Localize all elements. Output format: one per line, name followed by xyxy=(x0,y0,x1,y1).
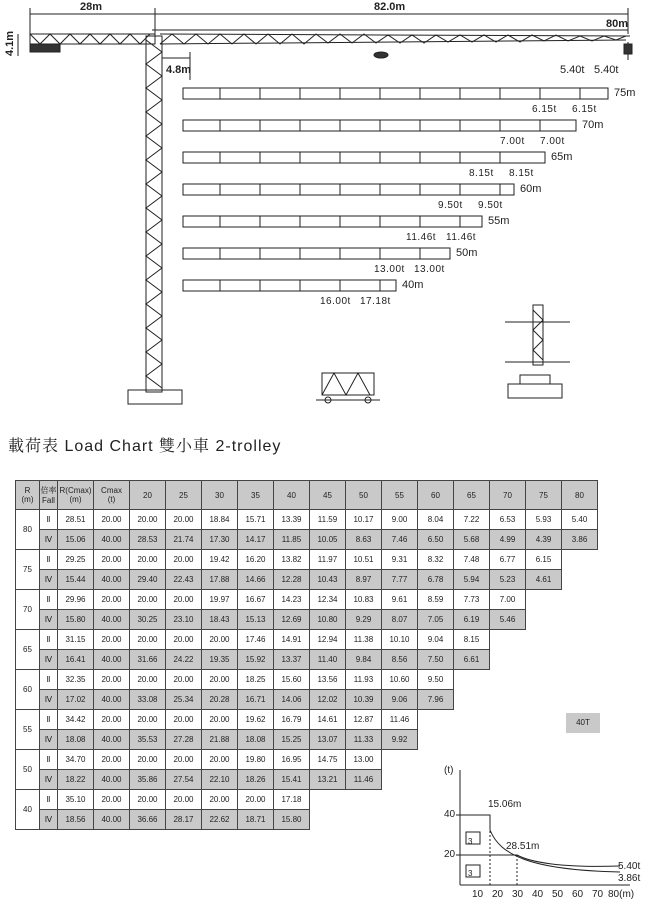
jib-load-a: 7.00t xyxy=(500,136,525,147)
table-row xyxy=(16,690,598,710)
table-cell: 19.42 xyxy=(202,550,238,570)
table-cell: 13.21 xyxy=(310,770,346,790)
table-cell: 14.61 xyxy=(310,710,346,730)
table-cell: 20.00 xyxy=(202,670,238,690)
table-cell: 20.00 xyxy=(94,670,130,690)
table-cell: 17.88 xyxy=(202,570,238,590)
table-row xyxy=(16,650,598,670)
mast-section-detail xyxy=(505,305,570,398)
table-cell: 20.28 xyxy=(202,690,238,710)
table-cell: 31.15 xyxy=(58,630,94,650)
table-header-cell: 35 xyxy=(238,481,274,510)
table-cell: 5.46 xyxy=(490,610,526,630)
table-row xyxy=(16,630,598,650)
table-cell: 17.46 xyxy=(238,630,274,650)
jib-load-b: 17.18t xyxy=(360,296,391,307)
table-cell: 10.10 xyxy=(382,630,418,650)
table-header-cell: 40 xyxy=(274,481,310,510)
table-cell: 10.51 xyxy=(346,550,382,570)
jib-load-b: 8.15t xyxy=(509,168,534,179)
base-frame-detail xyxy=(316,373,380,403)
table-cell: 20.00 xyxy=(130,630,166,650)
table-cell: 5.40 xyxy=(562,510,598,530)
table-cell: 18.08 xyxy=(58,730,94,750)
jib-length-label: 75m xyxy=(614,87,636,99)
table-cell: 8.63 xyxy=(346,530,382,550)
fall-cell: Ⅱ xyxy=(40,750,58,770)
table-cell: 40.00 xyxy=(94,730,130,750)
fall-cell: Ⅱ xyxy=(40,550,58,570)
table-cell: 40.00 xyxy=(94,810,130,830)
table-cell: 8.04 xyxy=(418,510,454,530)
table-cell: 10.80 xyxy=(310,610,346,630)
jib-load-b: 9.50t xyxy=(478,200,503,211)
annotation-end-iv: 3.86t xyxy=(618,873,641,884)
table-cell: 18.26 xyxy=(238,770,274,790)
table-row xyxy=(16,550,598,570)
table-header-cell: 60 xyxy=(418,481,454,510)
jib-load-a: 9.50t xyxy=(438,200,463,211)
table-cell: 18.22 xyxy=(58,770,94,790)
fall-cell: Ⅳ xyxy=(40,530,58,550)
table-cell: 20.00 xyxy=(94,590,130,610)
jib-length-label: 70m xyxy=(582,119,604,131)
table-cell: 15.80 xyxy=(58,610,94,630)
table-cell: 4.61 xyxy=(526,570,562,590)
table-cell: 4.39 xyxy=(526,530,562,550)
table-cell: 7.05 xyxy=(418,610,454,630)
fall-cell: Ⅳ xyxy=(40,810,58,830)
table-cell: 19.97 xyxy=(202,590,238,610)
table-header-cell: 50 xyxy=(346,481,382,510)
table-header-cell: 25 xyxy=(166,481,202,510)
counter-jib-dimension: 28m xyxy=(80,1,103,13)
table-cell: 28.53 xyxy=(130,530,166,550)
table-cell: 20.00 xyxy=(130,750,166,770)
table-cell: 5.23 xyxy=(490,570,526,590)
graph-y-unit: (t) xyxy=(444,765,454,776)
table-cell: 15.06 xyxy=(58,530,94,550)
table-cell: 4.99 xyxy=(490,530,526,550)
table-cell: 22.62 xyxy=(202,810,238,830)
table-cell: 11.97 xyxy=(310,550,346,570)
table-cell: 11.46 xyxy=(346,770,382,790)
radius-cell: 75 xyxy=(16,550,40,590)
table-cell: 20.00 xyxy=(130,510,166,530)
table-cell: 6.19 xyxy=(454,610,490,630)
table-cell: 12.69 xyxy=(274,610,310,630)
table-row xyxy=(16,710,598,730)
table-cell: 40.00 xyxy=(94,610,130,630)
graph-x-tick: 20 xyxy=(492,889,504,900)
table-cell: 29.40 xyxy=(130,570,166,590)
table-cell: 22.43 xyxy=(166,570,202,590)
table-cell: 27.54 xyxy=(166,770,202,790)
table-cell: 7.50 xyxy=(418,650,454,670)
graph-x-tick: 30 xyxy=(512,889,524,900)
offset-dimension: 4.8m xyxy=(166,64,192,76)
tip-load-b: 5.40t xyxy=(594,64,619,76)
table-row xyxy=(16,610,598,630)
table-cell: 10.60 xyxy=(382,670,418,690)
table-cell: 19.62 xyxy=(238,710,274,730)
graph-y-tick-20: 20 xyxy=(444,849,456,860)
jib-length-label: 65m xyxy=(551,151,573,163)
table-cell: 18.84 xyxy=(202,510,238,530)
table-cell: 9.06 xyxy=(382,690,418,710)
radius-cell: 50 xyxy=(16,750,40,790)
load-chart-title: 載荷表 Load Chart 雙小車 2-trolley xyxy=(8,438,282,455)
table-cell: 20.00 xyxy=(166,750,202,770)
table-cell: 40.00 xyxy=(94,570,130,590)
table-cell: 40.00 xyxy=(94,650,130,670)
table-cell: 11.40 xyxy=(310,650,346,670)
table-cell: 40.00 xyxy=(94,530,130,550)
table-cell: 6.15 xyxy=(526,550,562,570)
jib-load-a: 8.15t xyxy=(469,168,494,179)
table-cell: 5.94 xyxy=(454,570,490,590)
table-cell: 14.66 xyxy=(238,570,274,590)
table-cell: 7.22 xyxy=(454,510,490,530)
table-header-cell: 倍率 Fall xyxy=(40,481,58,510)
fall-cell: Ⅳ xyxy=(40,650,58,670)
fall-cell: Ⅳ xyxy=(40,610,58,630)
table-cell: 9.61 xyxy=(382,590,418,610)
table-cell: 9.50 xyxy=(418,670,454,690)
table-row xyxy=(16,670,598,690)
table-cell: 11.46 xyxy=(382,710,418,730)
table-cell: 20.00 xyxy=(166,790,202,810)
capacity-badge: 40T xyxy=(566,713,600,733)
table-cell: 9.04 xyxy=(418,630,454,650)
table-cell: 15.60 xyxy=(274,670,310,690)
table-cell: 30.25 xyxy=(130,610,166,630)
table-cell: 12.28 xyxy=(274,570,310,590)
graph-x-tick: 10 xyxy=(472,889,484,900)
table-cell: 10.05 xyxy=(310,530,346,550)
table-cell: 6.61 xyxy=(454,650,490,670)
table-cell: 8.59 xyxy=(418,590,454,610)
table-cell: 25.34 xyxy=(166,690,202,710)
table-cell: 13.00 xyxy=(346,750,382,770)
table-cell: 32.35 xyxy=(58,670,94,690)
table-cell: 9.29 xyxy=(346,610,382,630)
table-cell: 7.77 xyxy=(382,570,418,590)
table-cell: 11.33 xyxy=(346,730,382,750)
table-cell: 14.17 xyxy=(238,530,274,550)
jib-load-b: 11.46t xyxy=(446,232,477,243)
table-cell: 20.00 xyxy=(94,510,130,530)
table-cell: 13.07 xyxy=(310,730,346,750)
table-cell: 10.39 xyxy=(346,690,382,710)
fall-cell: Ⅱ xyxy=(40,590,58,610)
table-cell: 16.41 xyxy=(58,650,94,670)
table-header-cell: R (m) xyxy=(16,481,40,510)
table-cell: 20.00 xyxy=(166,710,202,730)
table-cell: 20.00 xyxy=(130,670,166,690)
table-cell: 29.96 xyxy=(58,590,94,610)
table-cell: 9.92 xyxy=(382,730,418,750)
table-cell: 20.00 xyxy=(202,790,238,810)
end-dimension: 80m xyxy=(606,18,629,30)
table-cell: 8.56 xyxy=(382,650,418,670)
table-cell: 34.42 xyxy=(58,710,94,730)
table-cell: 11.59 xyxy=(310,510,346,530)
table-cell: 20.00 xyxy=(166,510,202,530)
jib xyxy=(160,34,630,36)
table-cell: 20.00 xyxy=(130,710,166,730)
height-dimension: 4.1m xyxy=(4,30,16,56)
table-cell: 13.39 xyxy=(274,510,310,530)
table-cell: 20.00 xyxy=(130,590,166,610)
table-cell: 31.66 xyxy=(130,650,166,670)
table-cell: 19.80 xyxy=(238,750,274,770)
graph-x-tick: 70 xyxy=(592,889,604,900)
radius-cell: 65 xyxy=(16,630,40,670)
fall-cell: Ⅱ xyxy=(40,510,58,530)
radius-cell: 40 xyxy=(16,790,40,830)
table-cell: 28.51 xyxy=(58,510,94,530)
table-cell: 40.00 xyxy=(94,770,130,790)
curve-ii xyxy=(460,855,620,866)
table-cell: 6.50 xyxy=(418,530,454,550)
table-header-cell: Cmax (t) xyxy=(94,481,130,510)
table-cell: 8.07 xyxy=(382,610,418,630)
table-cell: 23.10 xyxy=(166,610,202,630)
jib-length-label: 50m xyxy=(456,247,478,259)
annotation-r-max-ii: 28.51m xyxy=(506,841,540,852)
table-cell: 24.22 xyxy=(166,650,202,670)
table-cell: 11.93 xyxy=(346,670,382,690)
jib-load-b: 13.00t xyxy=(414,264,445,275)
table-header-cell: 65 xyxy=(454,481,490,510)
table-cell: 20.00 xyxy=(130,790,166,810)
table-cell: 9.00 xyxy=(382,510,418,530)
table-cell: 20.00 xyxy=(202,710,238,730)
jib-length-label: 55m xyxy=(488,215,510,227)
radius-cell: 60 xyxy=(16,670,40,710)
table-cell: 17.02 xyxy=(58,690,94,710)
table-cell: 19.35 xyxy=(202,650,238,670)
table-cell: 18.71 xyxy=(238,810,274,830)
table-cell: 20.00 xyxy=(202,750,238,770)
table-cell: 13.82 xyxy=(274,550,310,570)
fall-cell: Ⅱ xyxy=(40,670,58,690)
load-curve-graph xyxy=(420,760,650,910)
table-cell: 15.80 xyxy=(274,810,310,830)
table-cell: 15.25 xyxy=(274,730,310,750)
table-cell: 14.75 xyxy=(310,750,346,770)
table-cell: 20.00 xyxy=(166,670,202,690)
table-cell: 7.96 xyxy=(418,690,454,710)
table-cell: 17.30 xyxy=(202,530,238,550)
table-cell: 8.97 xyxy=(346,570,382,590)
table-cell: 12.94 xyxy=(310,630,346,650)
table-cell: 14.23 xyxy=(274,590,310,610)
table-cell: 20.00 xyxy=(94,750,130,770)
table-cell: 5.93 xyxy=(526,510,562,530)
table-cell: 14.06 xyxy=(274,690,310,710)
table-cell: 3.86 xyxy=(562,530,598,550)
table-row xyxy=(16,570,598,590)
tip-load-a: 5.40t xyxy=(560,64,585,76)
table-cell: 36.66 xyxy=(130,810,166,830)
table-cell: 28.17 xyxy=(166,810,202,830)
table-cell: 20.00 xyxy=(202,630,238,650)
radius-cell: 70 xyxy=(16,590,40,630)
jib-load-a: 16.00t xyxy=(320,296,351,307)
fall-cell: Ⅱ xyxy=(40,630,58,650)
table-header-cell: 70 xyxy=(490,481,526,510)
table-cell: 9.31 xyxy=(382,550,418,570)
table-header-cell: 45 xyxy=(310,481,346,510)
table-cell: 16.95 xyxy=(274,750,310,770)
table-cell: 5.68 xyxy=(454,530,490,550)
jib-configuration-bar xyxy=(183,88,608,99)
table-cell: 20.00 xyxy=(130,550,166,570)
table-cell: 12.87 xyxy=(346,710,382,730)
table-cell: 18.43 xyxy=(202,610,238,630)
table-cell: 21.74 xyxy=(166,530,202,550)
fall-cell: Ⅳ xyxy=(40,690,58,710)
fall-cell: Ⅳ xyxy=(40,770,58,790)
graph-y-tick-40: 40 xyxy=(444,809,456,820)
jib-load-a: 11.46t xyxy=(406,232,437,243)
table-row xyxy=(16,590,598,610)
table-cell: 13.56 xyxy=(310,670,346,690)
table-cell: 20.00 xyxy=(94,630,130,650)
table-header-cell: 20 xyxy=(130,481,166,510)
graph-x-tick: 80(m) xyxy=(608,889,635,900)
table-cell: 18.56 xyxy=(58,810,94,830)
table-cell: 15.44 xyxy=(58,570,94,590)
table-cell: 15.92 xyxy=(238,650,274,670)
table-cell: 14.91 xyxy=(274,630,310,650)
table-cell: 10.43 xyxy=(310,570,346,590)
table-cell: 35.86 xyxy=(130,770,166,790)
table-row xyxy=(16,530,598,550)
table-row xyxy=(16,730,598,750)
table-header-cell: R(Cmax) (m) xyxy=(58,481,94,510)
table-cell: 20.00 xyxy=(94,790,130,810)
table-cell: 20.00 xyxy=(166,590,202,610)
table-cell: 20.00 xyxy=(166,550,202,570)
jib-load-a: 13.00t xyxy=(374,264,405,275)
table-cell: 33.08 xyxy=(130,690,166,710)
table-cell: 18.25 xyxy=(238,670,274,690)
table-cell: 35.53 xyxy=(130,730,166,750)
jib-length-label: 40m xyxy=(402,279,424,291)
table-cell: 18.08 xyxy=(238,730,274,750)
table-cell: 13.37 xyxy=(274,650,310,670)
fall-ii-glyph: 3 xyxy=(468,837,473,846)
table-cell: 15.71 xyxy=(238,510,274,530)
fall-iv-glyph: 3 xyxy=(468,869,473,878)
table-cell: 6.78 xyxy=(418,570,454,590)
table-cell: 11.38 xyxy=(346,630,382,650)
graph-x-tick: 40 xyxy=(532,889,544,900)
fall-cell: Ⅱ xyxy=(40,790,58,810)
table-cell: 9.84 xyxy=(346,650,382,670)
jib-configuration-bar xyxy=(183,280,396,291)
table-cell: 20.00 xyxy=(238,790,274,810)
table-cell: 10.83 xyxy=(346,590,382,610)
table-cell: 7.73 xyxy=(454,590,490,610)
table-cell: 7.46 xyxy=(382,530,418,550)
fall-cell: Ⅳ xyxy=(40,570,58,590)
jib-load-b: 6.15t xyxy=(572,104,597,115)
table-cell: 20.00 xyxy=(94,550,130,570)
table-header-cell: 30 xyxy=(202,481,238,510)
fall-cell: Ⅱ xyxy=(40,710,58,730)
table-cell: 7.00 xyxy=(490,590,526,610)
table-header-cell: 55 xyxy=(382,481,418,510)
table-cell: 6.53 xyxy=(490,510,526,530)
table-cell: 16.67 xyxy=(238,590,274,610)
jib-load-a: 6.15t xyxy=(532,104,557,115)
table-cell: 12.34 xyxy=(310,590,346,610)
table-cell: 15.41 xyxy=(274,770,310,790)
table-cell: 8.15 xyxy=(454,630,490,650)
table-cell: 27.28 xyxy=(166,730,202,750)
table-cell: 22.10 xyxy=(202,770,238,790)
annotation-end-ii: 5.40t xyxy=(618,861,641,872)
table-cell: 15.13 xyxy=(238,610,274,630)
table-cell: 40.00 xyxy=(94,690,130,710)
table-cell: 10.17 xyxy=(346,510,382,530)
jib-configuration-bar xyxy=(183,184,514,195)
table-cell: 6.77 xyxy=(490,550,526,570)
table-cell: 20.00 xyxy=(94,710,130,730)
table-cell: 29.25 xyxy=(58,550,94,570)
annotation-r-max-iv: 15.06m xyxy=(488,799,522,810)
table-cell: 35.10 xyxy=(58,790,94,810)
crane-elevation-drawing xyxy=(0,0,650,420)
jib-configuration-bar xyxy=(183,216,482,227)
table-header-cell: 75 xyxy=(526,481,562,510)
table-header-cell: 80 xyxy=(562,481,598,510)
table-cell: 16.20 xyxy=(238,550,274,570)
jib-length-label: 60m xyxy=(520,183,542,195)
fall-cell: Ⅳ xyxy=(40,730,58,750)
radius-cell: 80 xyxy=(16,510,40,550)
jib-configuration-bar xyxy=(183,248,450,259)
table-cell: 17.18 xyxy=(274,790,310,810)
jib-dimension: 82.0m xyxy=(374,1,406,13)
table-row xyxy=(16,510,598,530)
table-cell: 11.85 xyxy=(274,530,310,550)
graph-x-tick: 60 xyxy=(572,889,584,900)
jib-load-b: 7.00t xyxy=(540,136,565,147)
table-cell: 16.79 xyxy=(274,710,310,730)
table-cell: 7.48 xyxy=(454,550,490,570)
table-cell: 20.00 xyxy=(166,630,202,650)
jib-configuration-bar xyxy=(183,152,545,163)
table-cell: 21.88 xyxy=(202,730,238,750)
table-cell: 34.70 xyxy=(58,750,94,770)
table-cell: 16.71 xyxy=(238,690,274,710)
table-cell: 12.02 xyxy=(310,690,346,710)
graph-x-tick: 50 xyxy=(552,889,564,900)
table-cell: 8.32 xyxy=(418,550,454,570)
curve-iv xyxy=(460,815,620,872)
radius-cell: 55 xyxy=(16,710,40,750)
